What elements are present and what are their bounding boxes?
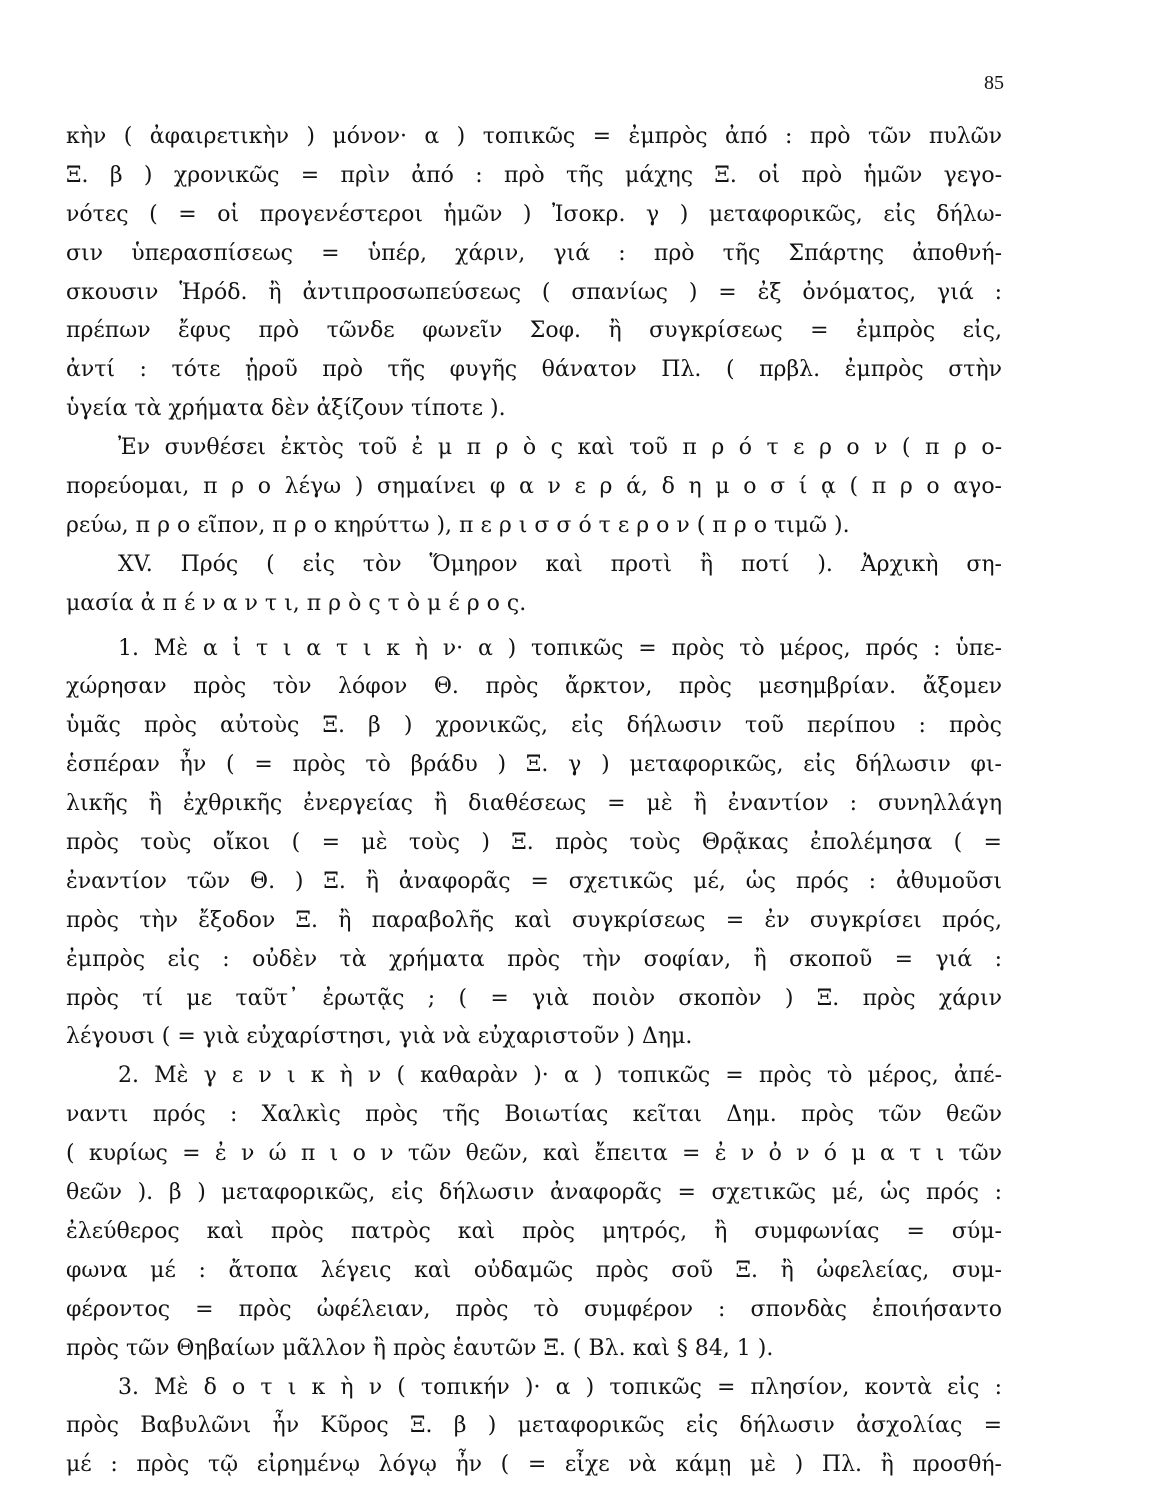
text-line: θεῶν ). β ) μεταφορικῶς, εἰς δήλωσιν ἀναφορᾶς = σχετικῶς μέ, ὡς πρός : (66, 1180, 1002, 1206)
text-line: ἐμπρὸς εἰς : οὐδὲν τὰ χρήματα πρὸς τὴν σοφίαν, ἢ σκοποῦ = γιά : (66, 946, 1002, 972)
text-line: ναντι πρός : Χαλκὶς πρὸς τῆς Βοιωτίας κεῖται Δημ. πρὸς τῶν θεῶν (66, 1102, 1002, 1128)
text-line: νότες ( = οἱ προγενέστεροι ἡμῶν ) Ἰσοκρ. γ ) μεταφορικῶς, εἰς δήλω- (66, 201, 1002, 227)
section-heading-xv: XV. Πρός ( εἰς τὸν Ὅμηρον καὶ προτὶ ἢ ποτί ). Ἀρχικὴ ση- (118, 551, 1002, 577)
text-line: φωνα μέ : ἄτοπα λέγεις καὶ οὐδαμῶς πρὸς σοῦ Ξ. ἢ ὠφελείας, συμ- (66, 1257, 1002, 1283)
text-line: ὑγεία τὰ χρήματα δὲν ἀξίζουν τίποτε ). (66, 396, 506, 422)
text-line: πρὸς Βαβυλῶνι ἦν Κῦρος Ξ. β ) μεταφορικῶς εἰς δήλωσιν ἀσχολίας = (66, 1413, 1002, 1439)
text-line: λέγουσι ( = γιὰ εὐχαρίστησι, γιὰ νὰ εὐχαριστοῦν ) Δημ. (66, 1024, 693, 1050)
text-line: πρὸς τῶν Θηβαίων μᾶλλον ἢ πρὸς ἑαυτῶν Ξ. ( Βλ. καὶ § 84, 1 ). (66, 1335, 774, 1361)
text-line: ὑμᾶς πρὸς αὐτοὺς Ξ. β ) χρονικῶς, εἰς δήλωσιν τοῦ περίπου : πρὸς (66, 713, 1002, 739)
text-line: φέροντος = πρὸς ὠφέλειαν, πρὸς τὸ συμφέρον : σπονδὰς ἐποιήσαντο (66, 1296, 1002, 1322)
text-line: πρὸς τοὺς οἴκοι ( = μὲ τοὺς ) Ξ. πρὸς τοὺς Θρᾷκας ἐπολέμησα ( = (66, 830, 1002, 856)
text-line: ρεύω, π ρ ο εῖπον, π ρ ο κηρύττω ), π ε ρ ι σ σ ό τ ε ρ ο ν ( π ρ ο τιμῶ ). (66, 512, 850, 538)
text-line: μασία ἀ π έ ν α ν τ ι, π ρ ὸ ς τ ὸ μ έ ρ ο ς. (66, 590, 527, 616)
text-line: σκουσιν Ἡρόδ. ἢ ἀντιπροσωπεύσεως ( σπανίως ) = ἐξ ὀνόματος, γιά : (66, 279, 1002, 305)
text-line: χώρησαν πρὸς τὸν λόφον Θ. πρὸς ἄρκτον, πρὸς μεσημβρίαν. ἄξομεν (66, 674, 1002, 700)
text-line: Ἐν συνθέσει ἐκτὸς τοῦ ἐ μ π ρ ὸ ς καὶ τοῦ π ρ ό τ ε ρ ο ν ( π ρ ο- (118, 435, 1002, 461)
text-line: ἐναντίον τῶν Θ. ) Ξ. ἢ ἀναφορᾶς = σχετικῶς μέ, ὡς πρός : ἀθυμοῦσι (66, 868, 1002, 894)
text-line: λικῆς ἢ ἐχθρικῆς ἐνεργείας ἢ διαθέσεως = μὲ ἢ ἐναντίον : συνηλλάγη (66, 791, 1002, 817)
text-line: ἐλεύθερος καὶ πρὸς πατρὸς καὶ πρὸς μητρός, ἢ συμφωνίας = σύμ- (66, 1218, 1002, 1244)
text-line: ( κυρίως = ἐ ν ώ π ι ο ν τῶν θεῶν, καὶ ἔπειτα = ἐ ν ὀ ν ό μ α τ ι τῶν (66, 1141, 1002, 1167)
text-line: κὴν ( ἀφαιρετικὴν ) μόνον· α ) τοπικῶς = ἐμπρὸς ἀπό : πρὸ τῶν πυλῶν (66, 124, 1002, 149)
page-number: 85 (984, 72, 1004, 94)
text-line: 3. Μὲ δ ο τ ι κ ὴ ν ( τοπικήν )· α ) τοπικῶς = πλησίον, κοντὰ εἰς : (118, 1374, 1002, 1400)
text-line: ἑσπέραν ἦν ( = πρὸς τὸ βράδυ ) Ξ. γ ) μεταφορικῶς, εἰς δήλωσιν φι- (66, 752, 1002, 778)
text-line: πρὸς τὴν ἔξοδον Ξ. ἢ παραβολῆς καὶ συγκρίσεως = ἐν συγκρίσει πρός, (66, 907, 1002, 933)
text-line: πρέπων ἔφυς πρὸ τῶνδε φωνεῖν Σοφ. ἢ συγκρίσεως = ἐμπρὸς εἰς, (66, 318, 1002, 344)
text-line: πορεύομαι, π ρ ο λέγω ) σημαίνει φ α ν ε ρ ά, δ η μ ο σ ί ᾳ ( π ρ ο αγο- (66, 474, 1002, 500)
text-line: σιν ὑπερασπίσεως = ὑπέρ, χάριν, γιά : πρὸ τῆς Σπάρτης ἀποθνή- (66, 240, 1002, 266)
text-line: ἀντί : τότε ᾑροῦ πρὸ τῆς φυγῆς θάνατον Πλ. ( πρβλ. ἐμπρὸς στὴν (66, 357, 1002, 383)
text-line: 1. Μὲ α ἰ τ ι α τ ι κ ὴ ν· α ) τοπικῶς = πρὸς τὸ μέρος, πρός : ὑπε- (118, 635, 1002, 661)
text-line: 2. Μὲ γ ε ν ι κ ὴ ν ( καθαρὰν )· α ) τοπικῶς = πρὸς τὸ μέρος, ἀπέ- (118, 1063, 1002, 1089)
text-line: μέ : πρὸς τῷ εἰρημένῳ λόγῳ ἦν ( = εἶχε νὰ κάμῃ μὲ ) Πλ. ἢ προσθή- (66, 1452, 1002, 1478)
text-line: πρὸς τί με ταῦτ᾽ ἐρωτᾷς ; ( = γιὰ ποιὸν σκοπὸν ) Ξ. πρὸς χάριν (66, 985, 1002, 1011)
body-text (66, 118, 1002, 1485)
text-line: Ξ. β ) χρονικῶς = πρὶν ἀπό : πρὸ τῆς μάχης Ξ. οἱ πρὸ ἡμῶν γεγο- (66, 162, 1002, 188)
